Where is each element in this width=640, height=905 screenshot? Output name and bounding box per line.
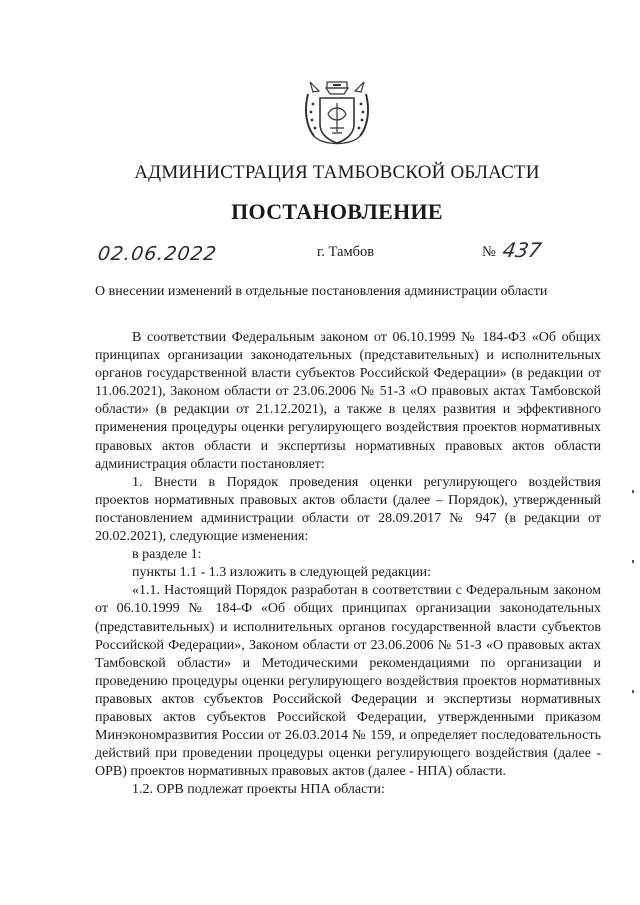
handwritten-date: 02.06.2022 [96,243,219,265]
scan-edge-mark [632,690,634,693]
handwritten-number: 437 [500,238,544,262]
body-paragraph-preamble: В соответствии Федеральным законом от 06.10.1999 № 184-ФЗ «Об общих принципах организации законодательных (представительных) и исполнительных органов государственной власти субъектов Российской Федерации» (в редакции от 11.06.2021), Законом области от 23.06.2006 № 51-З «О правовых актах Тамбовской области» (в редакции от 21.12.2021), а также в целях развития и эффективного применения процедуры оценки регулирующего воздействия проектов нормативных правовых актов области и экспертизы нормативных правовых актов области администрация области постановляет: [95,330,601,472]
body-paragraph-1-2: 1.2. ОРВ подлежат проекты НПА области: [132,782,385,798]
tambov-coat-of-arms-icon [300,76,374,150]
body-paragraph-item-1: 1. Внести в Порядок проведения оценки регулирующего воздействия проектов нормативных правовых актов области (далее – Порядок), утвержденный постановлением администрации области от 28.09.2017 № 947 (в редакции от 20.02.2021), следующие изменения: [95,474,601,545]
document-subject: О внесении изменений в отдельные постановления администрации области [95,284,548,299]
place-label: г. Тамбов [317,244,375,260]
body-paragraph-points: пункты 1.1 - 1.3 изложить в следующей редакции: [132,565,432,581]
body-paragraph-section: в разделе 1: [132,547,202,563]
document-type-heading: ПОСТАНОВЛЕНИЕ [231,199,443,224]
document-body [95,329,601,799]
number-label: № [482,244,496,260]
scan-edge-mark [632,490,634,493]
body-paragraph-1-1: «1.1. Настоящий Порядок разработан в соответствии с Федеральным законом от 06.10.1999 № 184-Ф «Об общих принципах организации законодательных (представительных) и исполнительных органов государственной власти субъектов Российской Федерации», Законом области от 23.06.2006 № 51-З «О правовых актах Тамбовской области» и Методическими рекомендациями по организации и проведению процедуры оценки регулирующего воздействия проектов нормативных правовых актов субъектов Российской Федерации и экспертизы нормативных правовых актов субъектов Российской Федерации, утвержденными приказом Минэкономразвития России от 26.03.2014 № 159, и определяет последовательность действий при проведении процедуры оценки регулирующего воздействия (далее - ОРВ) проектов нормативных правовых актов (далее - НПА) области. [95,583,601,780]
organization-title: АДМИНИСТРАЦИЯ ТАМБОВСКОЙ ОБЛАСТИ [134,162,540,183]
scan-edge-mark [632,560,634,563]
